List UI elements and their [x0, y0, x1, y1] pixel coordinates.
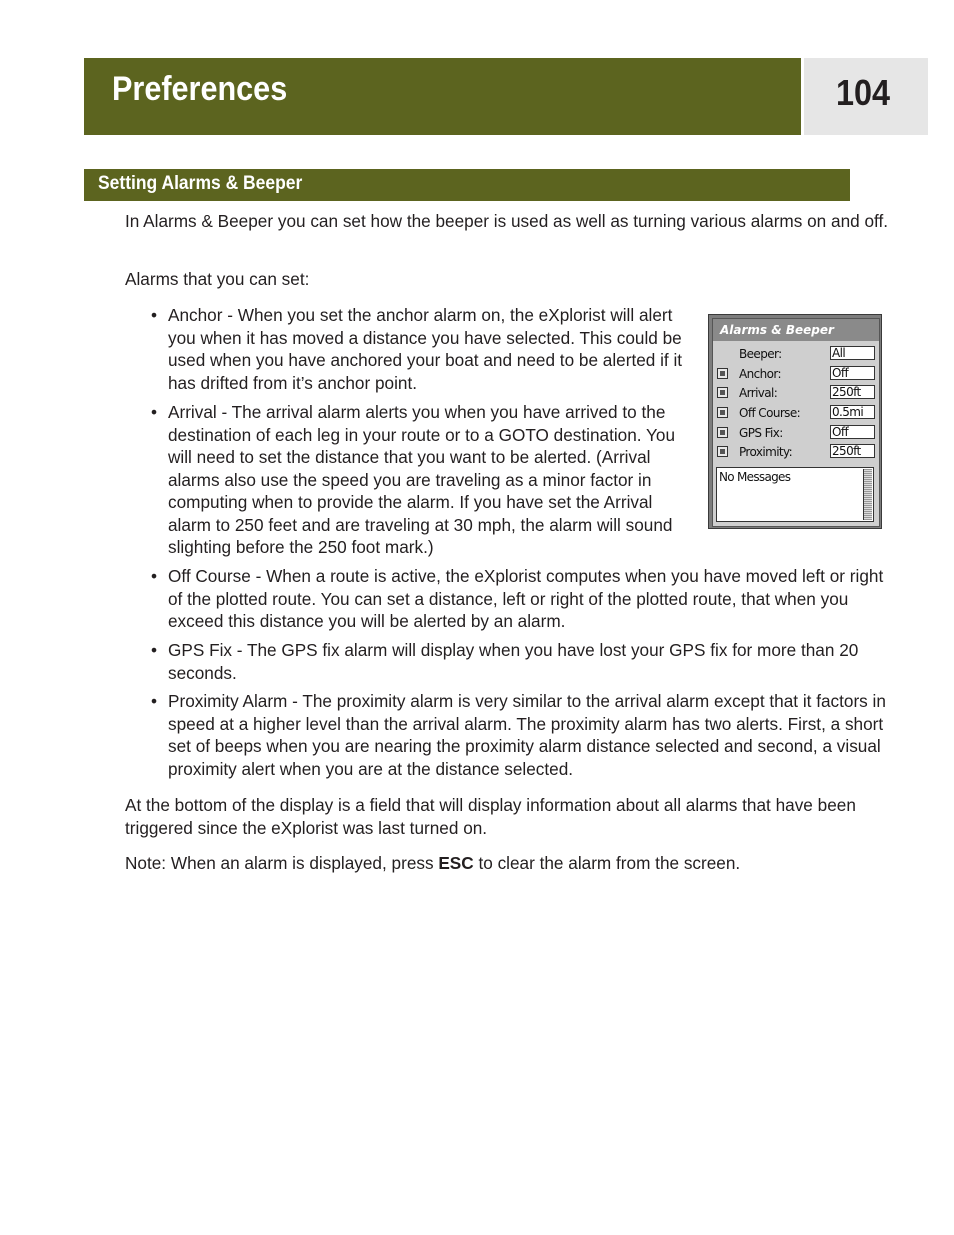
- section-header: [84, 169, 850, 201]
- beeper-label: Beeper:: [739, 347, 782, 361]
- bullet-dot: •: [151, 691, 158, 711]
- arrival-value[interactable]: 250ft: [830, 385, 875, 399]
- arrival-row[interactable]: [713, 384, 879, 403]
- messages-field: [716, 467, 874, 522]
- anchor-row[interactable]: [713, 365, 879, 384]
- messages-scrollbar[interactable]: [863, 469, 872, 520]
- off-course-value[interactable]: 0.5mi: [830, 405, 875, 419]
- bullet-text: Proximity Alarm - The proximity alarm is very similar to the arrival alarm except that it factors in speed at a higher level than the arrival alarm. The proximity alarm has two alerts. First, a short set of beeps when you are nearing the proximity alarm distance selected and second, a visual proximity alert when you are at the distance selected.: [168, 691, 886, 779]
- bottom-paragraph: At the bottom of the display is a field that will display information about all alarms that have been triggered since the eXplorist was last turned on.: [125, 795, 856, 838]
- anchor-label: Anchor:: [739, 367, 781, 381]
- bullet-text: Arrival - The arrival alarm alerts you when you have arrived to the destination of each leg in your route or to a GOTO destination. You will need to set the distance that you want to be alerted. (Arrival alarms also use the speed you are traveling as a minor factor in computing when to provide the alarm. If you have set the Arrival alarm to 250 feet and are traveling at 30 mph, the alarm will sound slighting before the 250 foot mark.): [168, 402, 676, 557]
- gps-fix-checkbox-icon[interactable]: [717, 427, 728, 438]
- gps-fix-row[interactable]: [713, 424, 879, 443]
- esc-key-label: ESC: [438, 853, 474, 873]
- off-course-checkbox-icon[interactable]: [717, 407, 728, 418]
- bullet-dot: •: [151, 640, 158, 660]
- screen-title: Alarms & Beeper: [713, 319, 879, 341]
- section-title: Setting Alarms & Beeper: [98, 173, 303, 194]
- bullet-text: Off Course - When a route is active, the eXplorist computes when you have moved left or right of the plotted route. You can set a distance, left or right of the plotted route, that when you exceed this distance you will be alerted by an alarm.: [168, 566, 884, 631]
- bullet-arrival: [151, 401, 691, 559]
- anchor-value[interactable]: Off: [830, 366, 875, 380]
- bullet-anchor: [151, 304, 701, 394]
- bullet-dot: •: [151, 305, 158, 325]
- proximity-row[interactable]: [713, 443, 879, 462]
- bullet-dot: •: [151, 566, 158, 586]
- proximity-checkbox-icon[interactable]: [717, 446, 728, 457]
- chapter-title: Preferences: [112, 70, 288, 108]
- proximity-value[interactable]: 250ft: [830, 444, 875, 458]
- alarms-lead-paragraph: Alarms that you can set:: [125, 269, 310, 289]
- beeper-value[interactable]: All: [830, 346, 875, 360]
- note-prefix: Note: When an alarm is displayed, press: [125, 853, 439, 873]
- note-paragraph: [125, 852, 895, 875]
- off-course-row[interactable]: [713, 404, 879, 423]
- bullet-text: GPS Fix - The GPS fix alarm will display when you have lost your GPS fix for more than 20 seconds.: [168, 640, 859, 683]
- messages-text: No Messages: [719, 470, 791, 484]
- proximity-label: Proximity:: [739, 445, 793, 459]
- bullet-gps-fix: [151, 639, 901, 684]
- chapter-header: [84, 58, 801, 135]
- page-number-box: [804, 58, 928, 135]
- bullet-proximity: [151, 690, 891, 780]
- bullet-text: Anchor - When you set the anchor alarm on, the eXplorist will alert you when it has moved a distance you have selected. This could be used when you have anchored your boat and need to be alerted if it has drifted from it’s anchor point.: [168, 305, 683, 393]
- note-suffix: to clear the alarm from the screen.: [473, 853, 741, 873]
- page-number: 104: [836, 72, 891, 113]
- intro-paragraph: In Alarms & Beeper you can set how the beeper is used as well as turning various alarms on and off.: [125, 211, 889, 231]
- beeper-row[interactable]: [713, 345, 879, 364]
- gps-fix-value[interactable]: Off: [830, 425, 875, 439]
- gps-fix-label: GPS Fix:: [739, 426, 783, 440]
- arrival-label: Arrival:: [739, 386, 778, 400]
- anchor-checkbox-icon[interactable]: [717, 368, 728, 379]
- bullet-dot: •: [151, 402, 158, 422]
- bullet-off-course: [151, 565, 901, 633]
- device-screenshot: [708, 314, 882, 529]
- alarms-beeper-screen: [712, 318, 880, 527]
- off-course-label: Off Course:: [739, 406, 801, 420]
- arrival-checkbox-icon[interactable]: [717, 387, 728, 398]
